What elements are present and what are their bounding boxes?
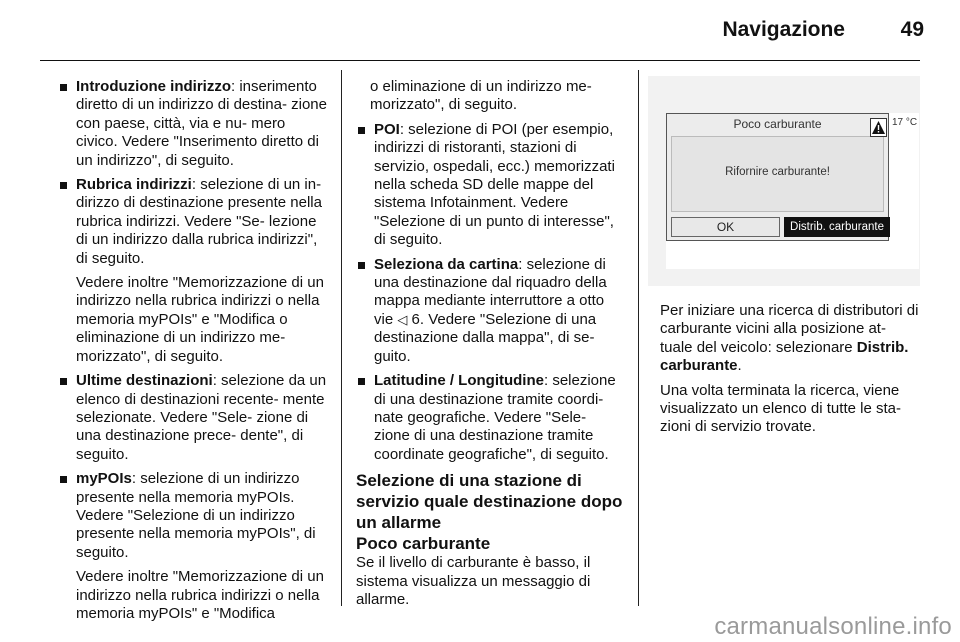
subsection-title: Poco carburante xyxy=(356,534,491,554)
dialog-body xyxy=(671,136,884,212)
list-item: Ultime destinazioni: selezione da un elenco di destinazioni recente- mente selezionate. Vedere "Sele- zione di una destinazione prece- dente", di seguito. xyxy=(58,372,328,464)
dialog-title: Poco carburante xyxy=(733,117,822,131)
header-title: Navigazione xyxy=(722,18,845,41)
list-item: Seleziona da cartina: selezione di una destinazione dal riquadro della mappa mediante interruttore a otto vie ◁ 6. Vedere "Selezione di una destinazione dalla mappa", di se- guito. xyxy=(356,256,624,366)
column-2 xyxy=(356,78,624,609)
list-item-note: Vedere inoltre "Memorizzazione di un indirizzo nella rubrica indirizzi o nella memoria myPOIs" e "Modifica xyxy=(76,568,324,622)
screen xyxy=(666,113,919,269)
fuel-warning-dialog xyxy=(666,113,889,241)
column-divider xyxy=(341,70,342,606)
warning-triangle-icon xyxy=(871,119,886,136)
list-item: Introduzione indirizzo: inserimento diretto di un indirizzo di destina- zione con paese, città, via e nu- mero civico. Vedere "Inserimento diretto di un indirizzo", di seguito. xyxy=(58,78,328,170)
section-title: Selezione di una stazione di servizio quale destinazione dopo un allarme xyxy=(356,471,623,533)
infotainment-screen-figure xyxy=(648,76,920,286)
watermark: carmanualsonline.info xyxy=(714,613,952,640)
list-item: POI: selezione di POI (per esempio, indirizzi di ristoranti, stazioni di servizio, ospedali, ecc.) memorizzati nella scheda SD delle mappe del sistema Infotainment. Vedere "Selezione di un punto di interesse", di seguito. xyxy=(356,121,624,250)
page-number: 49 xyxy=(900,18,924,41)
list-item: Rubrica indirizzi: selezione di un in- dirizzo di destinazione presente nella rubrica indirizzi. Vedere "Se- lezione di un indirizzo dalla rubrica indirizzi", di seguito. xyxy=(58,176,328,268)
dialog-message: Rifornire carburante! xyxy=(725,166,830,178)
warning-triangle-icon xyxy=(870,118,887,137)
column-3 xyxy=(660,302,920,443)
paragraph: Se il livello di carburante è basso, il sistema visualizza un messaggio di allarme. xyxy=(356,554,591,608)
column-1 xyxy=(58,78,328,629)
list-item: Latitudine / Longitudine: selezione di una destinazione tramite coordi- nate geografiche. Vedere "Sele- zione di una destinazione tramite coordinate geografiche", di seguito. xyxy=(356,372,624,464)
paragraph: Per iniziare una ricerca di distributori di carburante vicini alla posizione at- tuale del veicolo: selezionare Distrib. carburante. xyxy=(660,302,919,375)
column-divider xyxy=(638,70,639,606)
temperature-readout: 17 °C xyxy=(892,117,918,128)
list-item-note: Vedere inoltre "Memorizzazione di un indirizzo nella rubrica indirizzi o nella memoria myPOIs" e "Modifica o eliminazione di un indirizzo me- morizzato", di seguito. xyxy=(76,274,324,365)
list-item: myPOIs: selezione di un indirizzo presente nella memoria myPOIs. Vedere "Selezione di un indirizzo presente nella memoria myPOIs", di seguito. xyxy=(58,470,328,562)
paragraph: Una volta terminata la ricerca, viene visualizzato un elenco di tutte le sta- zioni di servizio trovate. xyxy=(660,381,901,436)
list-item-continuation: o eliminazione di un indirizzo me- morizzato", di seguito. xyxy=(370,78,592,114)
ok-button[interactable]: OK xyxy=(671,217,780,237)
page-reference-icon[interactable]: ◁ xyxy=(397,311,408,327)
fuel-station-button[interactable]: Distrib. carburante xyxy=(784,217,890,237)
header-rule xyxy=(40,60,920,61)
